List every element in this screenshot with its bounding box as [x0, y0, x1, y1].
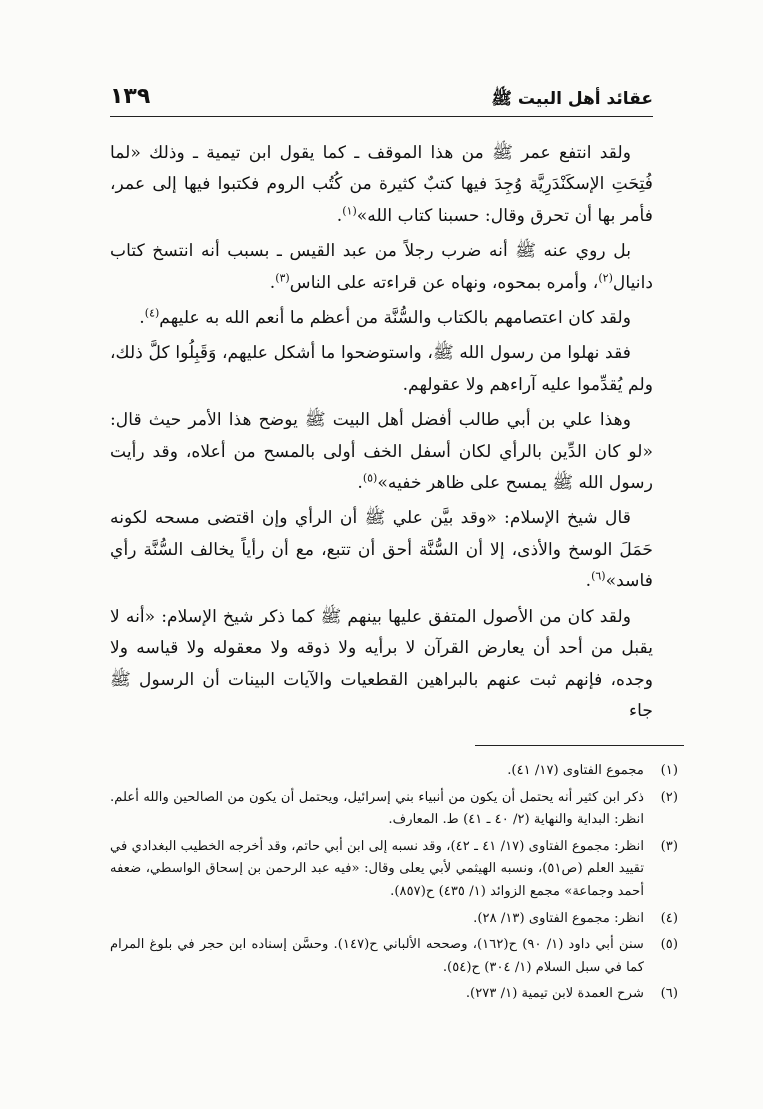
- footnote-ref: (٣): [275, 270, 290, 284]
- running-title: عقائد أهل البيت ﷺ: [491, 89, 653, 109]
- footnote-ref: (١): [342, 204, 357, 218]
- footnotes: [110, 760, 678, 1010]
- main-text: [110, 138, 653, 731]
- paragraph: ولقد كان اعتصامهم بالكتاب والسُّنَّة من أعظم ما أنعم الله به عليهم$^{(٤)}$.: [139, 306, 631, 329]
- footnote-text: ذكر ابن كثير أنه يحتمل أن يكون من أنبياء بني إسرائيل، ويحتمل أن يكون من الصالحين والله أعلم. انظر: البداية والنهاية (٢/ ٤٠ ـ ٤١) ط. المعارف.: [110, 789, 644, 828]
- footnote: [110, 760, 678, 783]
- paragraph: ولقد انتفع عمر ﷺ من هذا الموقف ـ كما يقول ابن تيمية ـ وذلك «لما فُتِحَتِ الإسكَنْدَرِيَّة وُجِدَ فيها كتبٌ كثيرة من كُتُب الروم فكتبوا فيها إلى عمر، فأمر بها أن تحرق وقال: حسبنا كتاب الله»$^{(١)}$.: [110, 143, 653, 226]
- footnote-number: (١): [660, 763, 678, 778]
- paragraph: قال شيخ الإسلام: «وقد بيَّن علي ﷺ أن الرأي وإن اقتضى مسحه لكونه حَمَلَ الوسخ والأذى، إلا أن السُّنَّة أحق أن تتبع، مع أن رأياً يخالف السُّنَّة رأي فاسد»$^{(٦)}$.: [110, 508, 653, 592]
- footnote-text: مجموع الفتاوى (١٧/ ٤١).: [507, 763, 644, 778]
- footnote-number: (٤): [660, 910, 678, 926]
- page-number: ١٣٩: [110, 84, 151, 109]
- footnote-ref: (٥): [362, 471, 378, 485]
- footnote-ref: (٦): [591, 569, 606, 583]
- footnote-number: (٢): [660, 789, 678, 805]
- footnote-number: (٥): [660, 937, 678, 953]
- footnote: [110, 983, 678, 1006]
- paragraph: وهذا علي بن أبي طالب أفضل أهل البيت ﷺ يوضح هذا الأمر حيث قال: «لو كان الدِّين بالرأي لكان أسفل الخف أولى بالمسح من أعلاه، وقد رأيت رسول الله ﷺ يمسح على ظاهر خفيه»$^{(٥)}$.: [110, 410, 653, 494]
- page-header: [110, 82, 653, 117]
- footnote: [110, 934, 678, 979]
- footnote-text: انظر: مجموع الفتاوى (١٧/ ٤١ ـ ٤٢)، وقد نسبه إلى ابن أبي حاتم، وقد أخرجه الخطيب البغدادي في تقييد العلم (ص٥١)، ونسبه الهيثمي لأبي يعلى وقال: «فيه عبد الرحمن بن إسحاق الواسطي، ضعفه أحمد وجماعة» مجمع الزوائد (١/ ٤٣٥) ح(٨٥٧).: [110, 838, 645, 899]
- footnote-text: شرح العمدة لابن تيمية (١/ ٢٧٣).: [465, 986, 644, 1002]
- footnote-text: سنن أبي داود (١/ ٩٠) ح(١٦٢)، وصححه الألباني ح(١٤٧). وحسَّن إسناده ابن حجر في بلوغ المرام كما في سبل السلام (١/ ٣٠٤) ح(٥٤).: [110, 937, 644, 975]
- footnote: [110, 836, 678, 904]
- paragraph: ولقد كان من الأصول المتفق عليها بينهم ﷺ كما ذكر شيخ الإسلام: «أنه لا يقبل من أحد أن يعارض القرآن لا برأيه ولا ذوقه ولا معقوله ولا قياسه ولا وجده، فإنهم ثبت عنهم بالبراهين القطعيات والآيات البينات أن الرسول ﷺ جاء: [110, 606, 653, 721]
- paragraph: بل روي عنه ﷺ أنه ضرب رجلاً من عبد القيس ـ بسبب أنه انتسخ كتاب دانيال$^{(٢)}$، وأمره بمحوه، ونهاه عن قراءته على الناس$^{(٣)}$.: [110, 241, 653, 293]
- footnote-text: انظر: مجموع الفتاوى (١٣/ ٢٨).: [473, 910, 644, 926]
- footnote-separator: [475, 745, 684, 746]
- footnote-ref: (٤): [144, 306, 160, 320]
- footnote-number: (٦): [660, 986, 678, 1002]
- footnote-ref: (٢): [598, 270, 613, 284]
- footnote: [110, 908, 678, 931]
- footnote: [110, 787, 678, 832]
- paragraph: فقد نهلوا من رسول الله ﷺ، واستوضحوا ما أشكل عليهم، وَقَبِلُوا كلَّ ذلك، ولم يُقدِّموا عليه آراءهم ولا عقولهم.: [110, 343, 653, 395]
- footnote-number: (٣): [660, 838, 678, 854]
